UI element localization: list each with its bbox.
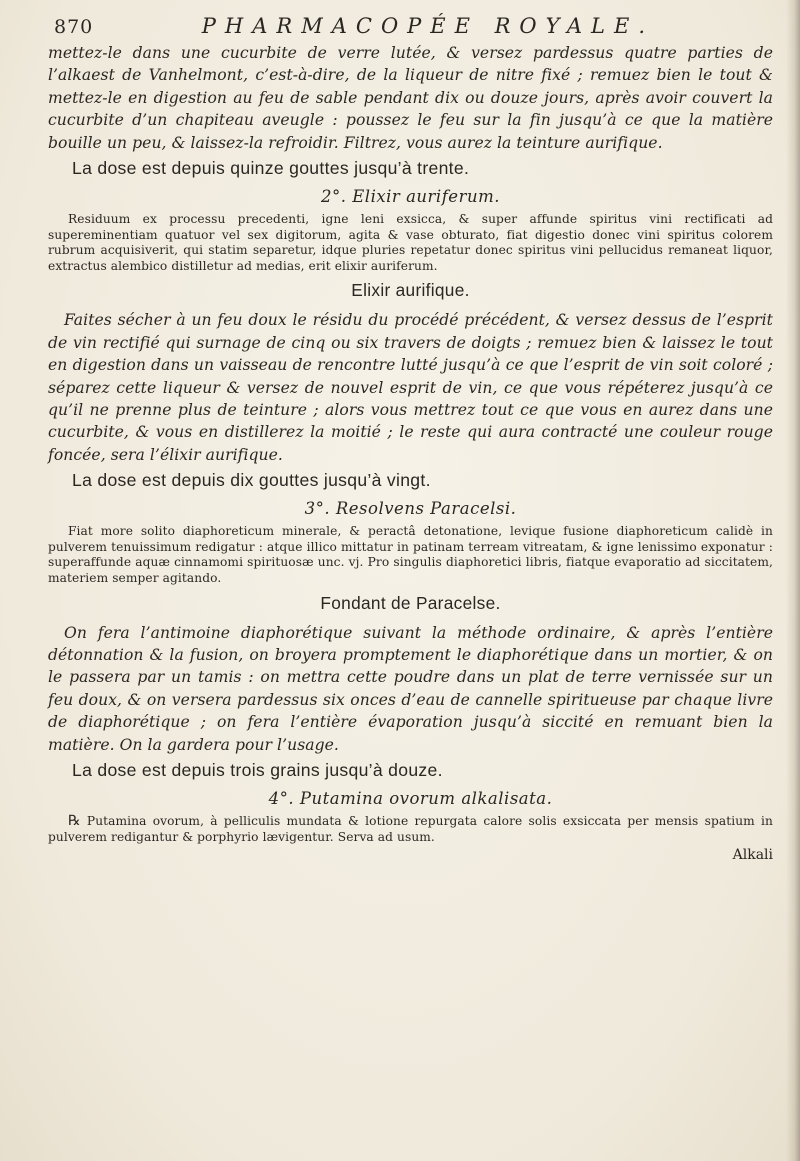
latin-recipe-resolvens: Fiat more solito diaphoreticum minerale, & peractâ detonatione, levique fusione diaphoreticum calidè in pulverem tenuissimum redigatur : atque illico mittatur in patinam terream vitreatam, & igne lenissimo exponatur : superaffunde aquæ cinnamomi spirituosæ unc. vj. Pro singulis diaphoretici libris, fiatque evaporatio ad siccitatem, materiem semper agitando. — [48, 524, 773, 586]
page-content — [48, 14, 773, 863]
running-head: PHARMACOPÉE ROYALE. — [201, 14, 654, 38]
subheading-resolvens-paracelsi: 3°. Resolvens Paracelsi. — [304, 499, 517, 519]
subheading-elixir-auriferum: 2°. Elixir auriferum. — [321, 187, 500, 207]
page-number: 870 — [54, 16, 94, 38]
page-header — [54, 14, 654, 38]
heading-fondant-paracelse: Fondant de Paracelse. — [320, 592, 501, 613]
latin-recipe-putamina-text: Putamina ovorum, à pelliculis mundata & lotione repurgata calore solis exsiccata per mensis spatium in pulverem redigantur & porphyrio lævigentur. Serva ad usum. — [48, 814, 773, 844]
paragraph-teinture: mettez-le dans une cucurbite de verre lutée, & versez pardessus quatre parties de l’alkaest de Vanhelmont, c’est-à-dire, de la liqueur de nitre fixé ; remuez bien le tout & mettez-le en digestion au feu de sable pendant dix ou douze jours, après avoir couvert la cucurbite d’un chapiteau aveugle : poussez le feu sur la fin jusqu’à ce que la matière bouille un peu, & laissez-la refroidir. Filtrez, vous aurez la teinture aurifique. — [48, 44, 773, 152]
catchword: Alkali — [732, 847, 773, 864]
page-edge-shadow — [786, 0, 800, 1161]
latin-recipe-putamina — [48, 814, 773, 845]
heading-elixir-aurifique: Elixir aurifique. — [351, 280, 470, 301]
dose-line-1: La dose est depuis quinze gouttes jusqu’à trente. — [72, 158, 470, 179]
latin-recipe-elixir: Residuum ex processu precedenti, igne leni exsicca, & super affunde spiritus vini rectificati ad supereminentiam quatuor vel sex digitorum, agita & vase obturato, fiat digestio donec vini spiritus colorem rubrum acquisiverit, qui statim separetur, idque pluries repetatur donec spiritus vini pellucidus remaneat liquor, extractus alembico distilletur ad medias, erit elixir auriferum. — [48, 212, 773, 273]
paragraph-fondant: On fera l’antimoine diaphorétique suivant la méthode ordinaire, & après l’entière détonnation & la fusion, on broyera promptement le diaphorétique dans un mortier, & on le passera par un tamis : on mettra cette poudre dans un plat de terre vernissée sur un feu doux, & on versera pardessus six onces d’eau de cannelle spiritueuse par chaque livre de diaphorétique ; on fera l’entière évaporation jusqu’à siccité en remuant bien la matière. On la gardera pour l’usage. — [48, 623, 773, 754]
subheading-putamina-ovorum: 4°. Putamina ovorum alkalisata. — [268, 789, 553, 809]
recipe-symbol: ℞ — [68, 813, 81, 830]
dose-line-3: La dose est depuis trois grains jusqu’à douze. — [72, 760, 443, 781]
dose-line-2: La dose est depuis dix gouttes jusqu’à vingt. — [72, 470, 431, 491]
paragraph-elixir: Faites sécher à un feu doux le résidu du procédé précédent, & versez dessus de l’esprit de vin rectifié qui surnage de cinq ou six travers de doigts ; remuez bien & laissez le tout en digestion dans un vaisseau de rencontre lutté jusqu’à ce que l’esprit de vin soit coloré ; séparez cette liqueur & versez de nouvel esprit de vin, ce que vous répéterez jusqu’à ce qu’il ne prenne plus de teinture ; alors vous mettrez tout ce que vous en aurez dans une cucurbite, & vous en distillerez la moitié ; le reste qui aura contracté une couleur rouge foncée, sera l’élixir aurifique. — [48, 311, 773, 464]
